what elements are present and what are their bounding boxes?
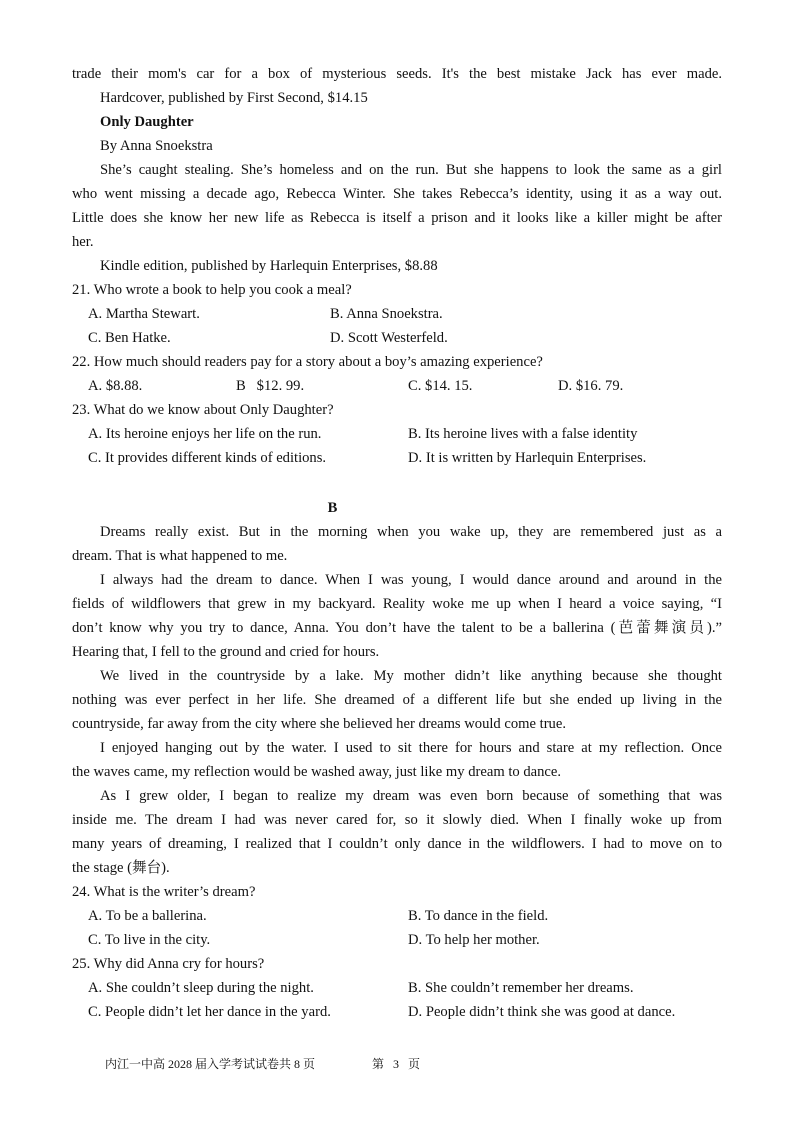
section-heading: B bbox=[327, 500, 338, 516]
book-title: Only Daughter bbox=[100, 114, 194, 130]
q23-option-d[interactable]: D. It is written by Harlequin Enterprises. bbox=[408, 450, 647, 466]
q24-option-c[interactable]: C. To live in the city. bbox=[88, 932, 211, 948]
passage-line: countryside, far away from the city where she believed her dreams would come true. bbox=[72, 716, 566, 732]
passage-line: many years of dreaming, I realized that I couldn’t only dance in the wildflowers. I had to move on to bbox=[72, 836, 722, 852]
passage-line: don’t know why you try to dance, Anna. You don’t have the talent to be a ballerina (芭蕾舞演员).” bbox=[72, 620, 722, 636]
passage-line: Hearing that, I fell to the ground and cried for hours. bbox=[72, 644, 380, 660]
book-author: By Anna Snoekstra bbox=[100, 138, 213, 154]
book-edition-line: Hardcover, published by First Second, $14.15 bbox=[100, 90, 368, 106]
q22-option-b[interactable]: B $12. 99. bbox=[236, 378, 305, 394]
book-edition-line: Kindle edition, published by Harlequin Enterprises, $8.88 bbox=[100, 258, 438, 274]
question-22-stem: 22. How much should readers pay for a story about a boy’s amazing experience? bbox=[72, 354, 543, 370]
passage-line: I enjoyed hanging out by the water. I used to sit there for hours and stare at my reflection. Once bbox=[100, 740, 722, 756]
passage-line: inside me. The dream I had was never cared for, so it slowly died. When I finally woke up from bbox=[72, 812, 722, 828]
passage-line: I always had the dream to dance. When I was young, I would dance around and around in the bbox=[100, 572, 722, 588]
passage-line: who went missing a decade ago, Rebecca Winter. She takes Rebecca’s identity, using it as a way out. bbox=[72, 186, 722, 202]
q21-option-b[interactable]: B. Anna Snoekstra. bbox=[330, 306, 443, 322]
footer-exam-info: 内江一中高 2028 届入学考试试卷共 8 页 bbox=[105, 1057, 316, 1071]
q25-option-b[interactable]: B. She couldn’t remember her dreams. bbox=[408, 980, 634, 996]
passage-line: her. bbox=[72, 234, 94, 250]
passage-line: trade their mom's car for a box of mysterious seeds. It's the best mistake Jack has ever made. bbox=[72, 66, 722, 82]
q24-option-b[interactable]: B. To dance in the field. bbox=[408, 908, 549, 924]
q22-option-d[interactable]: D. $16. 79. bbox=[558, 378, 624, 394]
q22-option-a[interactable]: A. $8.88. bbox=[88, 378, 143, 394]
passage-line: fields of wildflowers that grew in my backyard. Reality woke me up when I heard a voice saying, “I bbox=[72, 596, 722, 612]
question-21-stem: 21. Who wrote a book to help you cook a meal? bbox=[72, 282, 352, 298]
q22-option-c[interactable]: C. $14. 15. bbox=[408, 378, 473, 394]
q23-option-c[interactable]: C. It provides different kinds of editions. bbox=[88, 450, 327, 466]
q21-option-d[interactable]: D. Scott Westerfeld. bbox=[330, 330, 448, 346]
passage-line: the stage (舞台). bbox=[72, 860, 170, 876]
passage-line: dream. That is what happened to me. bbox=[72, 548, 288, 564]
passage-line: Dreams really exist. But in the morning when you wake up, they are remembered just as a bbox=[100, 524, 722, 540]
q23-option-a[interactable]: A. Its heroine enjoys her life on the run. bbox=[88, 426, 322, 442]
q24-option-d[interactable]: D. To help her mother. bbox=[408, 932, 540, 948]
q23-option-b[interactable]: B. Its heroine lives with a false identity bbox=[408, 426, 638, 442]
passage-line: She’s caught stealing. She’s homeless and on the run. But she happens to look the same as a girl bbox=[100, 162, 722, 178]
passage-line: Little does she know her new life as Rebecca is itself a prison and it looks like a killer might be after bbox=[72, 210, 722, 226]
passage-line: nothing was ever perfect in her life. She dreamed of a different life but she ended up living in the bbox=[72, 692, 722, 708]
passage-line: We lived in the countryside by a lake. My mother didn’t like anything because she thought bbox=[100, 668, 722, 684]
footer-page-number: 第 3 页 bbox=[372, 1057, 421, 1071]
q24-option-a[interactable]: A. To be a ballerina. bbox=[88, 908, 207, 924]
passage-line: As I grew older, I began to realize my dream was even born because of something that was bbox=[100, 788, 722, 804]
q25-option-d[interactable]: D. People didn’t think she was good at dance. bbox=[408, 1004, 676, 1020]
q21-option-a[interactable]: A. Martha Stewart. bbox=[88, 306, 200, 322]
passage-line: the waves came, my reflection would be washed away, just like my dream to dance. bbox=[72, 764, 561, 780]
q21-option-c[interactable]: C. Ben Hatke. bbox=[88, 330, 171, 346]
q25-option-c[interactable]: C. People didn’t let her dance in the yard. bbox=[88, 1004, 331, 1020]
q25-option-a[interactable]: A. She couldn’t sleep during the night. bbox=[88, 980, 314, 996]
question-25-stem: 25. Why did Anna cry for hours? bbox=[72, 956, 265, 972]
question-24-stem: 24. What is the writer’s dream? bbox=[72, 884, 256, 900]
question-23-stem: 23. What do we know about Only Daughter? bbox=[72, 402, 334, 418]
